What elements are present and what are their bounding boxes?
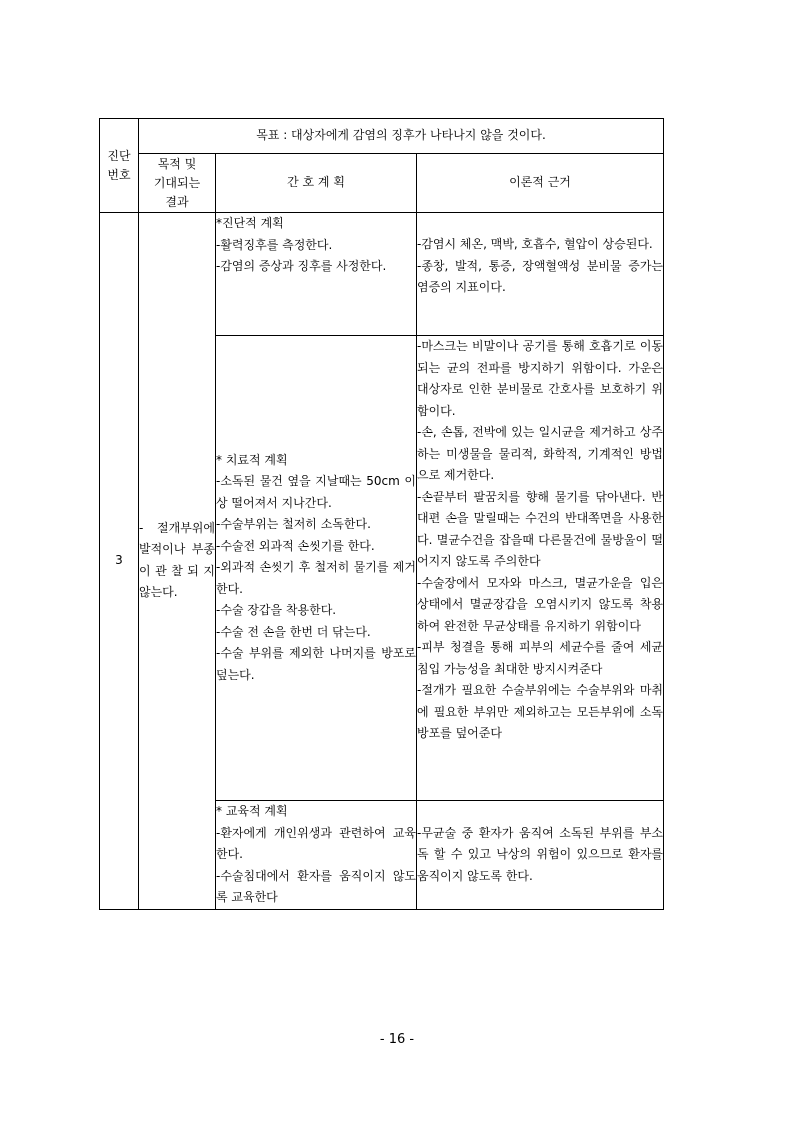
paragraph: -절개가 필요한 수술부위에는 수술부위와 마취에 필요한 부위만 제외하고는 모든부위에 소독방포를 덮어준다	[417, 683, 664, 740]
education-plan-list	[216, 801, 416, 909]
paragraph: -환자에게 개인위생과 관련하여 교육한다.	[216, 825, 416, 861]
treatment-plan-cell	[216, 336, 417, 801]
paragraph: -수술침대에서 환자를 움직이지 않도록 교육한다	[216, 868, 416, 904]
diagnosis-number-header: 진단 번호	[100, 119, 139, 213]
paragraph: -수술 부위를 제외한 나머지를 방포로 덮는다.	[216, 646, 416, 682]
diagnostic-plan-list	[216, 213, 416, 278]
paragraph: * 치료적 계획	[216, 452, 288, 467]
paragraph: -소독된 물건 옆을 지날때는 50cm 이상 떨어져서 지나간다.	[216, 474, 416, 510]
education-plan-cell	[216, 801, 417, 910]
paragraph: -감염시 체온, 맥박, 호흡수, 혈압이 상승된다.	[417, 237, 653, 251]
paragraph: -감염의 증상과 징후를 사정한다.	[216, 259, 387, 273]
paragraph: -외과적 손씻기 후 철저히 물기를 제거한다.	[216, 560, 416, 596]
paragraph: -손끝부터 팔꿈치를 향해 물기를 닦아낸다. 반대편 손을 말릴때는 수건의 반대쪽면을 사용한다. 멸균수건을 잡을때 다른물건에 물방울이 떨어지지 않도록 주의한다	[417, 489, 664, 568]
treatment-rationale-list	[417, 336, 663, 745]
paragraph: -수술 전 손을 한번 더 닦는다.	[216, 624, 371, 639]
paragraph: * 교육적 계획	[216, 804, 288, 818]
paragraph: -종창, 발적, 통증, 장액혈액성 분비물 증가는 염증의 지표이다.	[417, 258, 664, 294]
education-rationale-cell	[417, 801, 664, 910]
paragraph: -활력징후를 측정한다.	[216, 237, 333, 252]
paragraph: -수술부위는 철저히 소독한다.	[216, 517, 371, 532]
care-plan-table	[99, 118, 664, 910]
paragraph: -수술전 외과적 손씻기를 한다.	[216, 538, 375, 553]
paragraph: -수술장에서 모자와 마스크, 멸균가운을 입은 상태에서 멸균장갑을 오염시키지 않도록 착용하여 완전한 무균상태를 유지하기 위함이다	[417, 575, 664, 633]
paragraph: -수술 장갑을 착용한다.	[216, 603, 337, 618]
paragraph: *진단적 계획	[216, 216, 284, 230]
diagnosis-number-cell: 3	[100, 213, 139, 910]
plan-column-header: 간 호 계 획	[216, 154, 417, 213]
treatment-rationale-cell	[417, 336, 664, 801]
purpose-cell: - 절개부위에 발적이나 부종이 관 찰 되 지 않는다.	[139, 213, 216, 910]
diagnostic-rationale-list	[417, 234, 663, 299]
paragraph: -마스크는 비말이나 공기를 통해 호흡기로 이동되는 균의 전파를 방지하기 위함이다. 가운은 대상자로 인한 분비물로 간호사를 보호하기 위함이다.	[417, 339, 664, 418]
page-number: - 16 -	[379, 1032, 415, 1047]
paragraph: -손, 손톱, 전박에 있는 일시균을 제거하고 상주하는 미생물을 물리적, 화학적, 기계적인 방법으로 제거한다.	[417, 425, 664, 482]
rationale-column-header: 이론적 근거	[417, 154, 664, 213]
paragraph: -피부 청결을 통해 피부의 세균수를 줄여 세균 침입 가능성을 최대한 방지시켜준다	[417, 640, 664, 676]
education-rationale-list	[417, 823, 663, 888]
diagnostic-plan-cell	[216, 213, 417, 336]
purpose-column-header: 목적 및 기대되는 결과	[139, 154, 216, 213]
diagnostic-rationale-cell	[417, 213, 664, 336]
goal-header: 목표 : 대상자에게 감염의 징후가 나타나지 않을 것이다.	[139, 119, 664, 154]
paragraph: -무균술 중 환자가 움직여 소독된 부위를 부소독 할 수 있고 낙상의 위험이 있으므로 환자를 움직이지 않도록 한다.	[417, 825, 664, 883]
treatment-plan-list	[216, 450, 416, 687]
